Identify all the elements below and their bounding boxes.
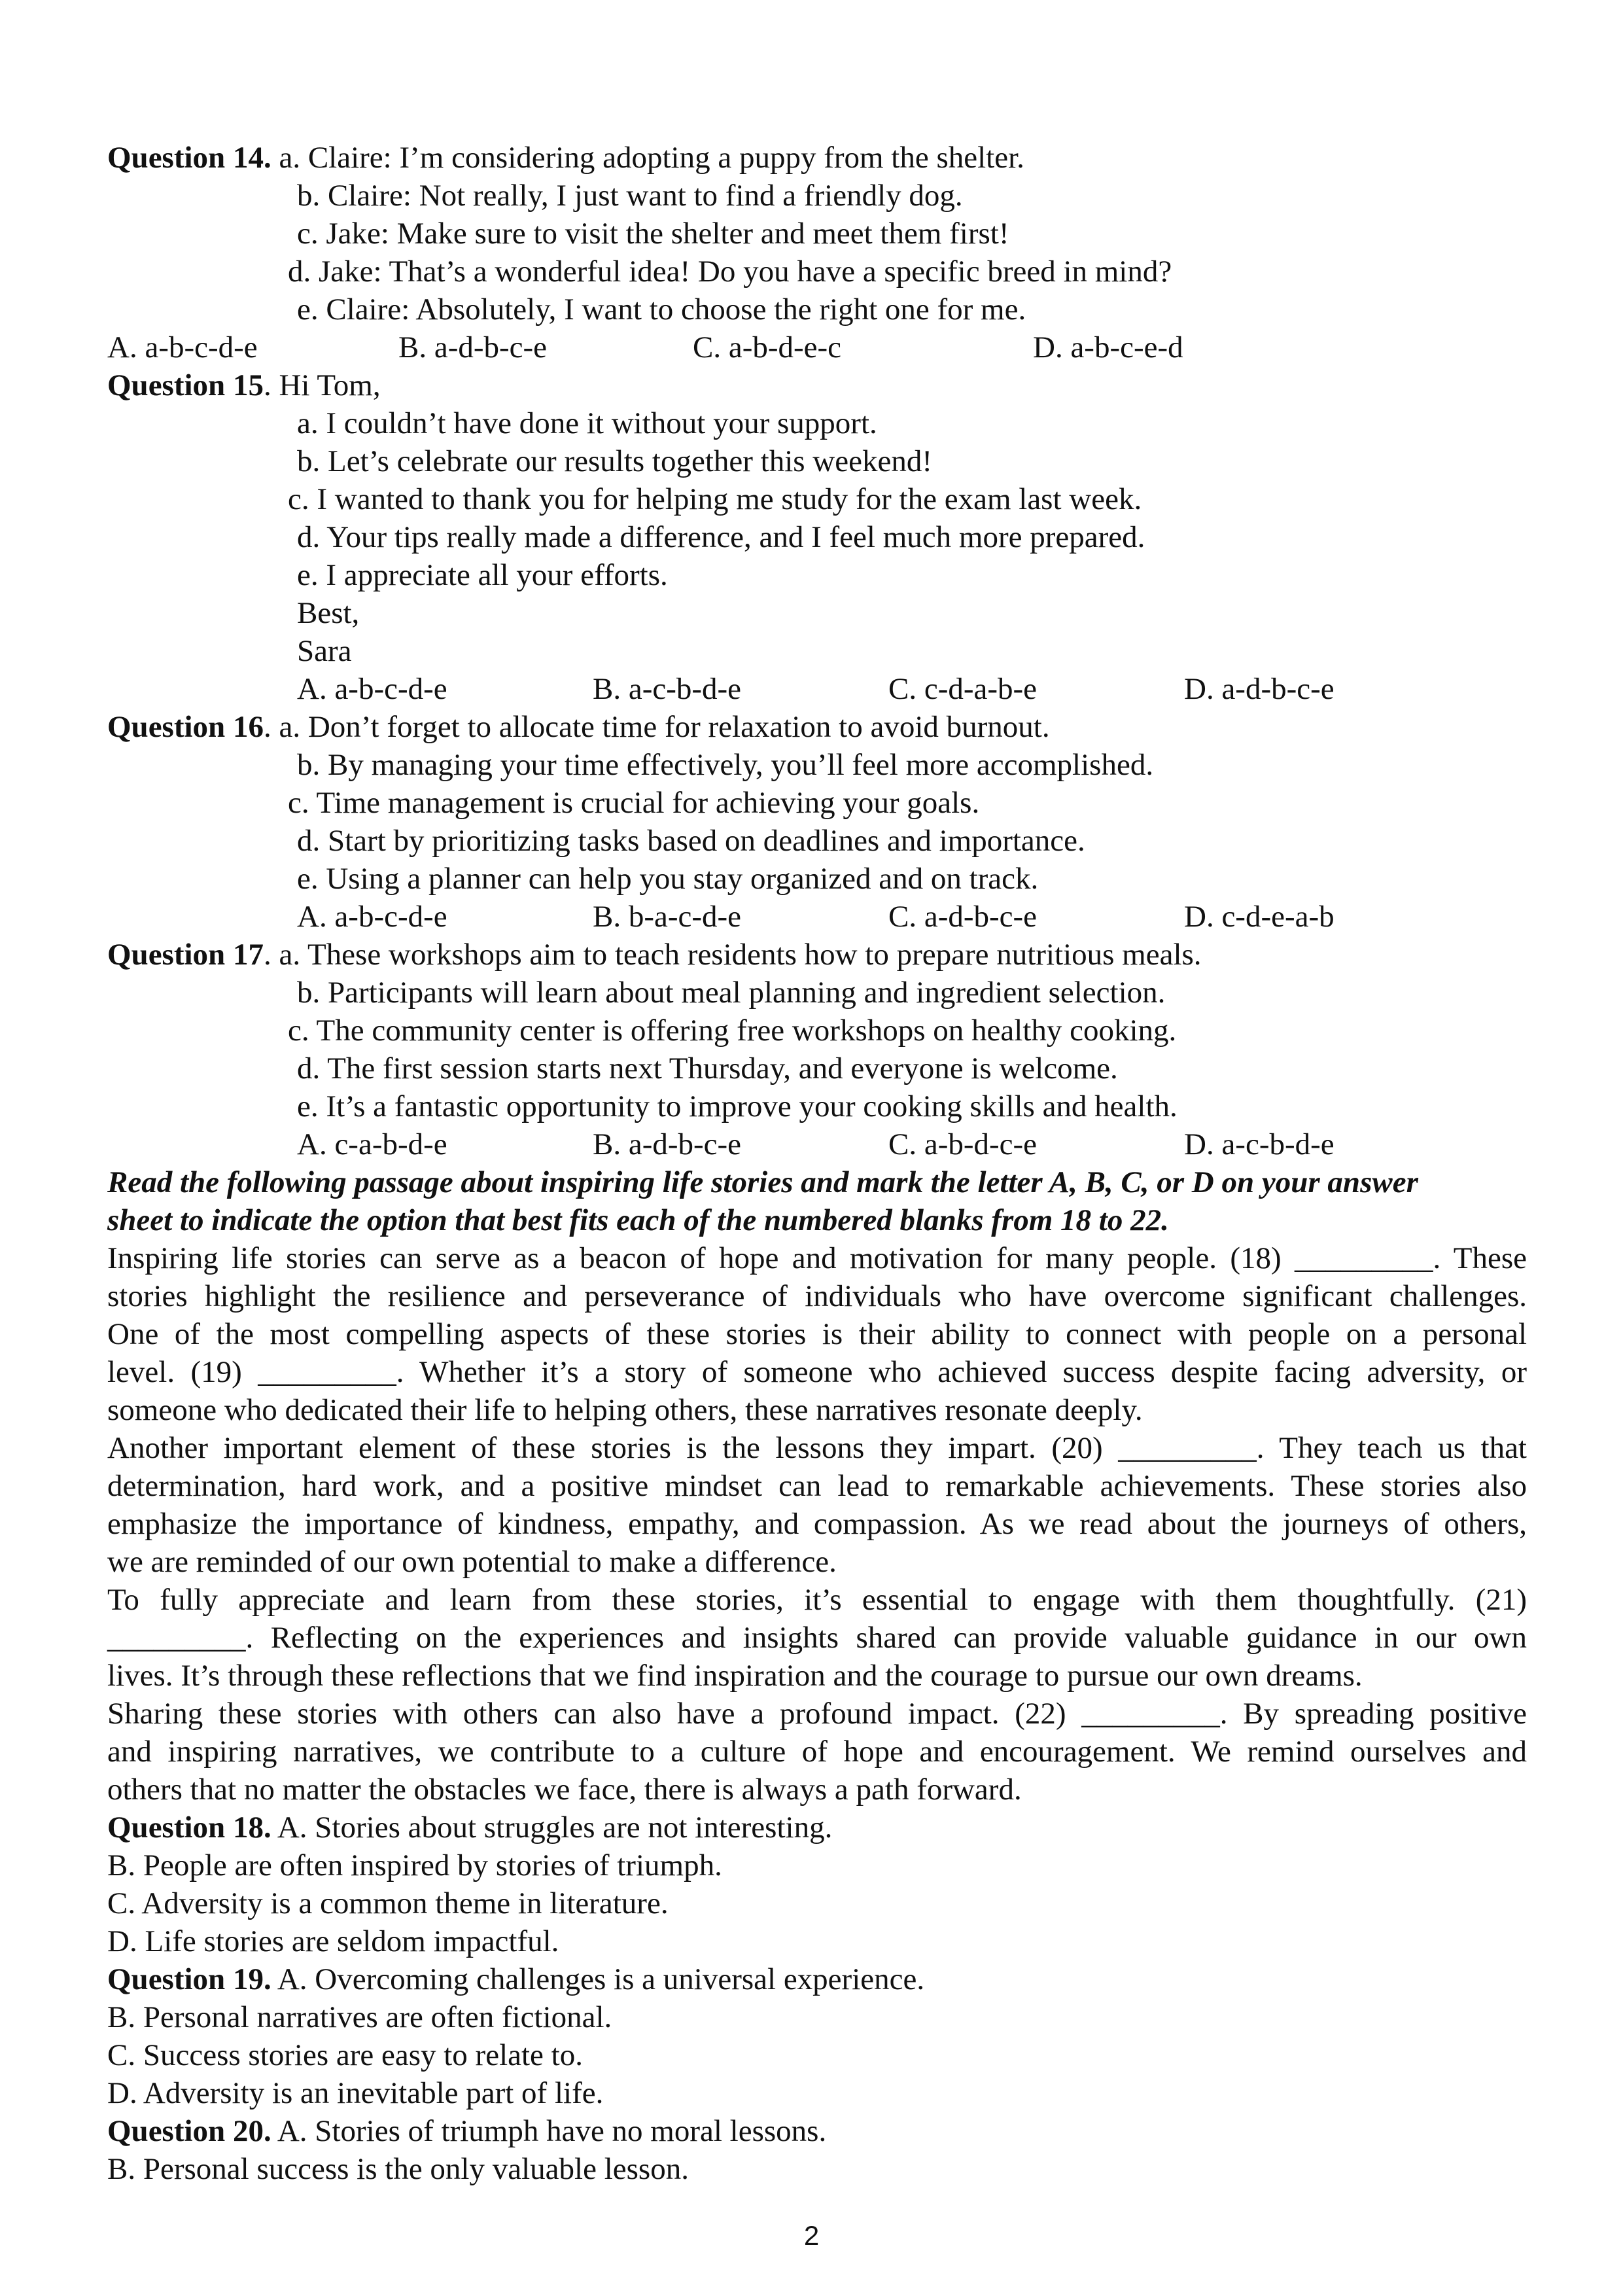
option-d: D. Adversity is an inevitable part of life.	[107, 2076, 604, 2110]
section-instruction: sheet to indicate the option that best fits each of the numbered blanks from 18 to 22.	[107, 1203, 1169, 1237]
question-18-first-line	[107, 1809, 1527, 1846]
question-line: e. I appreciate all your efforts.	[297, 558, 668, 592]
option-b: B. Personal success is the only valuable lesson.	[107, 2152, 689, 2186]
option-c: C. Success stories are easy to relate to.	[107, 2038, 583, 2072]
option-d: D. c-d-e-a-b	[1184, 900, 1335, 934]
question-14-first-line	[107, 139, 1527, 177]
passage-line: level. (19) _________. Whether it’s a story of someone who achieved success despite facing adversity, or	[107, 1355, 1527, 1389]
page-number: 2	[803, 2220, 820, 2251]
letter-signature: Sara	[297, 634, 352, 668]
option-a: A. Overcoming challenges is a universal experience.	[271, 1962, 925, 1996]
option-c: C. Adversity is a common theme in literature.	[107, 1886, 669, 1920]
question-label: Question 15	[107, 368, 264, 402]
question-line: d. Jake: That’s a wonderful idea! Do you have a specific breed in mind?	[288, 255, 1172, 289]
passage-line: we are reminded of our own potential to make a difference.	[107, 1545, 837, 1579]
passage-line: One of the most compelling aspects of these stories is their ability to connect with people on a personal	[107, 1317, 1527, 1351]
question-17-first-line	[107, 936, 1527, 974]
question-line: b. By managing your time effectively, you’ll feel more accomplished.	[297, 748, 1154, 782]
passage-line: _________. Reflecting on the experiences and insights shared can provide valuable guidance in our own	[107, 1621, 1527, 1655]
option-a: A. Stories about struggles are not interesting.	[271, 1810, 833, 1845]
question-line: b. Let’s celebrate our results together this weekend!	[297, 444, 932, 478]
option-d: D. a-b-c-e-d	[1033, 330, 1183, 364]
passage-line: Sharing these stories with others can also have a profound impact. (22) _________. By spreading positive	[107, 1697, 1527, 1731]
passage-line: others that no matter the obstacles we face, there is always a path forward.	[107, 1773, 1022, 1807]
option-b: B. a-d-b-c-e	[398, 330, 548, 364]
option-a: A. a-b-c-d-e	[297, 900, 447, 934]
answer-options	[107, 1125, 1527, 1163]
question-label: Question 19.	[107, 1962, 271, 1996]
passage-line: Inspiring life stories can serve as a beacon of hope and motivation for many people. (18) _________. These	[107, 1241, 1527, 1275]
option-a: A. a-b-c-d-e	[297, 672, 447, 706]
question-label: Question 16	[107, 710, 264, 744]
question-line: b. Participants will learn about meal planning and ingredient selection.	[297, 976, 1166, 1010]
passage-line: determination, hard work, and a positive mindset can lead to remarkable achievements. These stories also	[107, 1469, 1527, 1503]
question-16-first-line	[107, 708, 1527, 746]
question-line: d. Your tips really made a difference, and I feel much more prepared.	[297, 520, 1145, 554]
question-line: d. The first session starts next Thursday, and everyone is welcome.	[297, 1051, 1118, 1086]
question-20-first-line	[107, 2112, 1527, 2150]
passage-line: Another important element of these stories is the lessons they impart. (20) _________. They teach us that	[107, 1431, 1527, 1465]
option-c: C. c-d-a-b-e	[888, 672, 1038, 706]
option-b: B. Personal narratives are often fictional.	[107, 2000, 612, 2034]
question-line: c. The community center is offering free workshops on healthy cooking.	[288, 1014, 1177, 1048]
answer-options	[107, 328, 1527, 366]
passage-line: stories highlight the resilience and perseverance of individuals who have overcome significant challenges.	[107, 1279, 1527, 1313]
question-line: c. Time management is crucial for achieving your goals.	[288, 786, 980, 820]
passage-line: To fully appreciate and learn from these stories, it’s essential to engage with them thoughtfully. (21)	[107, 1583, 1527, 1617]
question-15-first-line	[107, 366, 1527, 404]
question-line: c. I wanted to thank you for helping me study for the exam last week.	[288, 482, 1142, 516]
question-line: a. I couldn’t have done it without your support.	[297, 406, 877, 440]
question-label: Question 17	[107, 938, 264, 972]
option-c: C. a-b-d-e-c	[693, 330, 842, 364]
option-d: D. a-c-b-d-e	[1184, 1127, 1335, 1161]
question-line: c. Jake: Make sure to visit the shelter and meet them first!	[297, 217, 1009, 251]
option-b: B. a-c-b-d-e	[593, 672, 742, 706]
option-d: D. a-d-b-c-e	[1184, 672, 1335, 706]
passage-line: lives. It’s through these reflections that we find inspiration and the courage to pursue our own dreams.	[107, 1659, 1363, 1693]
question-line: . a. These workshops aim to teach residents how to prepare nutritious meals.	[263, 938, 1202, 972]
passage-line: emphasize the importance of kindness, empathy, and compassion. As we read about the journeys of others,	[107, 1507, 1527, 1541]
option-b: B. a-d-b-c-e	[593, 1127, 742, 1161]
question-line: . a. Don’t forget to allocate time for relaxation to avoid burnout.	[263, 710, 1050, 744]
option-c: C. a-d-b-c-e	[888, 900, 1038, 934]
passage-line: someone who dedicated their life to helping others, these narratives resonate deeply.	[107, 1393, 1143, 1427]
letter-closing: Best,	[297, 596, 360, 630]
option-a: A. a-b-c-d-e	[107, 330, 258, 364]
option-b: B. b-a-c-d-e	[593, 900, 742, 934]
option-d: D. Life stories are seldom impactful.	[107, 1924, 559, 1958]
answer-options	[107, 670, 1527, 708]
section-instruction: Read the following passage about inspiring life stories and mark the letter A, B, C, or D on your answer	[107, 1165, 1418, 1199]
option-b: B. People are often inspired by stories of triumph.	[107, 1848, 722, 1882]
question-label: Question 20.	[107, 2114, 271, 2148]
question-19-first-line	[107, 1960, 1527, 1998]
question-label: Question 14.	[107, 141, 271, 175]
answer-options	[107, 898, 1527, 936]
question-line: d. Start by prioritizing tasks based on deadlines and importance.	[297, 824, 1085, 858]
passage-line: and inspiring narratives, we contribute to a culture of hope and encouragement. We remind ourselves and	[107, 1735, 1527, 1769]
question-line: e. Using a planner can help you stay organized and on track.	[297, 862, 1039, 896]
question-line: e. It’s a fantastic opportunity to improve your cooking skills and health.	[297, 1089, 1178, 1123]
option-c: C. a-b-d-c-e	[888, 1127, 1038, 1161]
page-content	[107, 139, 1527, 2188]
question-line: a. Claire: I’m considering adopting a puppy from the shelter.	[279, 141, 1024, 175]
letter-greeting: . Hi Tom,	[263, 368, 381, 402]
question-line: e. Claire: Absolutely, I want to choose the right one for me.	[297, 292, 1026, 327]
question-line: b. Claire: Not really, I just want to find a friendly dog.	[297, 179, 963, 213]
option-a: A. c-a-b-d-e	[297, 1127, 447, 1161]
question-label: Question 18.	[107, 1810, 271, 1845]
option-a: A. Stories of triumph have no moral lessons.	[271, 2114, 827, 2148]
